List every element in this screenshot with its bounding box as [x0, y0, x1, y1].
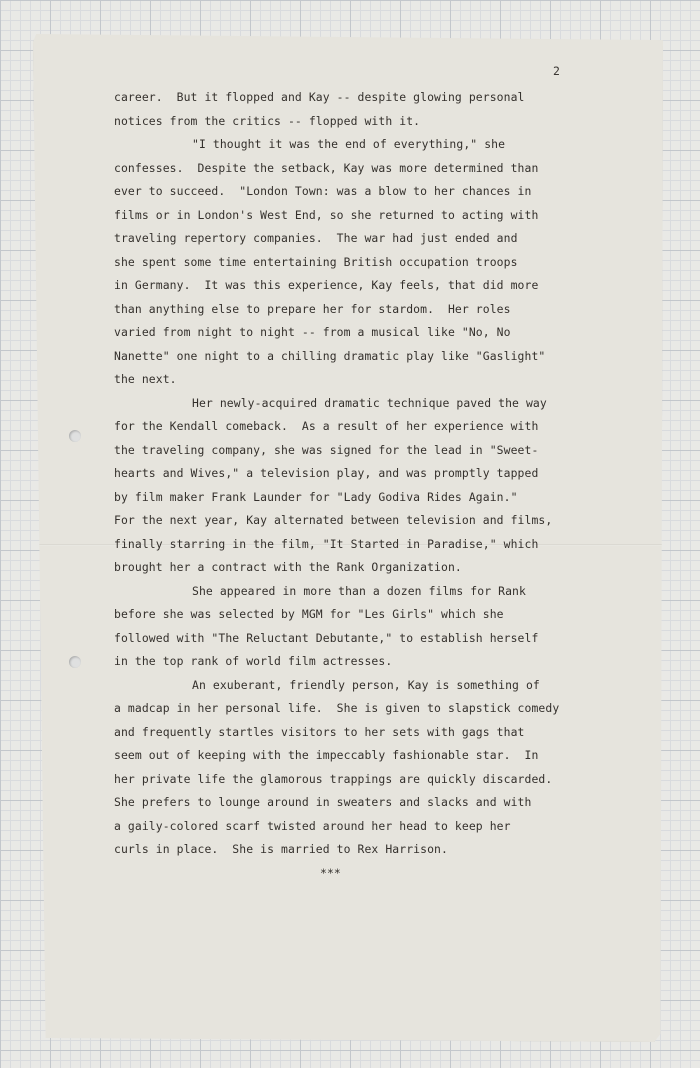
- text-line: notices from the critics -- flopped with it.: [114, 113, 421, 128]
- text-line: followed with "The Reluctant Debutante," to establish herself: [114, 630, 539, 645]
- paragraph: [114, 133, 600, 392]
- punch-hole: [69, 430, 81, 442]
- text-line: her private life the glamorous trappings are quickly discarded.: [114, 771, 553, 786]
- text-line: She appeared in more than a dozen films for Rank: [192, 583, 526, 598]
- text-line: varied from night to night -- from a musical like "No, No: [114, 325, 511, 339]
- punch-hole: [69, 656, 81, 668]
- text-line: she spent some time entertaining British occupation troops: [114, 254, 518, 269]
- text-line: films or in London's West End, so she returned to acting with: [114, 207, 539, 222]
- text-line: the next.: [114, 372, 177, 386]
- text-line: seem out of keeping with the impeccably fashionable star. In: [114, 748, 539, 762]
- text-line: Her newly-acquired dramatic technique paved the way: [192, 395, 547, 410]
- text-line: by film maker Frank Launder for "Lady Godiva Rides Again.": [114, 489, 518, 504]
- text-line: and frequently startles visitors to her sets with gags that: [114, 724, 525, 739]
- text-line: For the next year, Kay alternated between television and films,: [114, 513, 553, 527]
- text-line: An exuberant, friendly person, Kay is something of: [192, 677, 540, 692]
- text-line: career. But it flopped and Kay -- despite glowing personal: [114, 90, 525, 104]
- page-number: 2: [553, 64, 560, 78]
- paragraph: [114, 580, 600, 674]
- text-line: Nanette" one night to a chilling dramatic play like "Gaslight": [114, 348, 546, 363]
- text-line: for the Kendall comeback. As a result of her experience with: [114, 419, 539, 433]
- text-line: a madcap in her personal life. She is given to slapstick comedy: [114, 701, 560, 715]
- paragraph: [114, 392, 600, 580]
- text-line: curls in place. She is married to Rex Harrison.: [114, 842, 448, 856]
- text-line: in Germany. It was this experience, Kay feels, that did more: [114, 278, 539, 292]
- text-line: She prefers to lounge around in sweaters and slacks and with: [114, 795, 532, 809]
- text-line: brought her a contract with the Rank Organization.: [114, 560, 462, 574]
- text-line: a gaily-colored scarf twisted around her head to keep her: [114, 818, 511, 833]
- text-line: ever to succeed. "London Town: was a blow to her chances in: [114, 184, 532, 198]
- text-line: than anything else to prepare her for stardom. Her roles: [114, 301, 511, 316]
- text-line: hearts and Wives," a television play, and was promptly tapped: [114, 466, 539, 480]
- text-line: traveling repertory companies. The war had just ended and: [114, 231, 518, 245]
- text-line: the traveling company, she was signed for the lead in "Sweet-: [114, 442, 539, 457]
- document-body: [114, 86, 600, 885]
- text-line: finally starring in the film, "It Started in Paradise," which: [114, 536, 539, 551]
- text-line: in the top rank of world film actresses.: [114, 654, 393, 668]
- text-line: before she was selected by MGM for "Les Girls" which she: [114, 607, 504, 621]
- text-line: "I thought it was the end of everything," she: [192, 137, 506, 151]
- text-line: confesses. Despite the setback, Kay was more determined than: [114, 160, 539, 175]
- paragraph: [114, 674, 600, 862]
- paragraph: [114, 86, 600, 133]
- end-mark: ***: [320, 865, 341, 880]
